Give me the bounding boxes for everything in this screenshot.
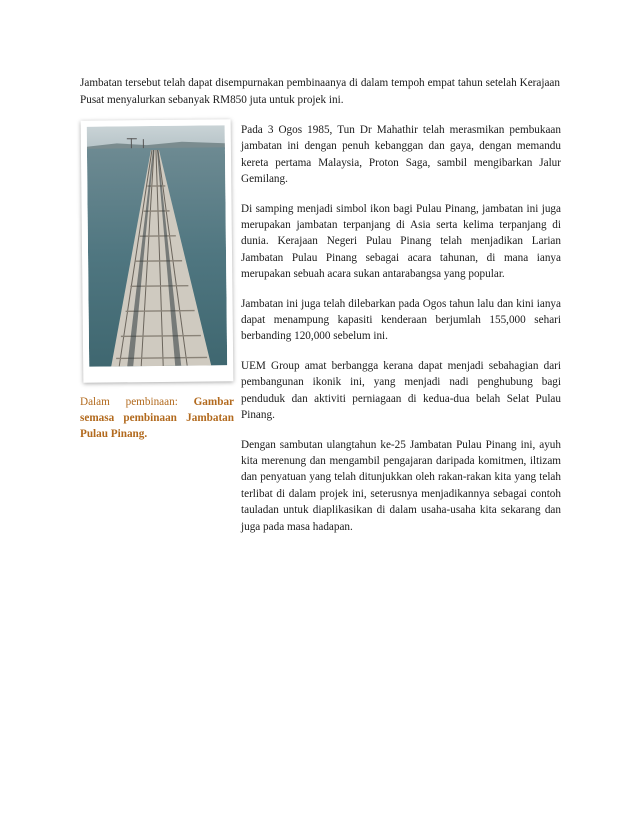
body-column bbox=[241, 122, 561, 548]
bridge-construction-photo bbox=[81, 119, 234, 383]
bridge-photo-image bbox=[87, 125, 228, 366]
paragraph-widening: Jambatan ini juga telah dilebarkan pada Ogos tahun lalu dan kini ianya dapat menampung kapasiti kenderaan berjumlah 155,000 sehari berbanding 120,000 sebelum ini. bbox=[241, 297, 561, 343]
paragraph-opening: Pada 3 Ogos 1985, Tun Dr Mahathir telah merasmikan pembukaan jambatan ini dengan penuh kebanggan dan gaya, dengan memandu kereta pertama Malaysia, Proton Saga, sambil mengibarkan Jalur Gemilang. bbox=[241, 124, 561, 186]
paragraph-anniversary: Dengan sambutan ulangtahun ke-25 Jambatan Pulau Pinang ini, ayuh kita merenung dan mengambil pengajaran daripada komitmen, iltizam dan penyatuan yang telah ditunjukkan oleh rakan-rakan kita yang telah terlibat di dalam projek ini, seterusnya menjadikannya sebagai contoh tauladan untuk diaplikasikan di dalam usaha-usaha kita sekarang dan juga pada masa hadapan. bbox=[241, 438, 561, 533]
paragraph-uem: UEM Group amat berbangga kerana dapat menjadi sebahagian dari pembangunan ikonik ini, yang menjadi nadi penghubung bagi penduduk dan aktiviti perniagaan di kedua-dua belah Selat Pulau Pinang. bbox=[241, 359, 561, 422]
intro-paragraph: Jambatan tersebut telah dapat disempurnakan pembinaanya di dalam tempoh empat tahun setelah Kerajaan Pusat menyalurkan sebanyak RM850 juta untuk projek ini. bbox=[80, 77, 560, 106]
paragraph-icon: Di samping menjadi simbol ikon bagi Pulau Pinang, jambatan ini juga merupakan jambatan terpanjang di Asia serta kelima terpanjang di dunia. Kerajaan Negeri Pulau Pinang telah menjadikan Larian Jambatan Pulau Pinang sebagai acara tahunan, di mana ianya merupakan sebuah acara sukan antarabangsa yang popular. bbox=[241, 202, 561, 281]
photo-caption bbox=[80, 394, 234, 443]
caption-lead: Dalam pembinaan: bbox=[80, 396, 178, 408]
caption-text: Gambar semasa pembinaan Jambatan Pulau Pinang. bbox=[80, 396, 235, 441]
